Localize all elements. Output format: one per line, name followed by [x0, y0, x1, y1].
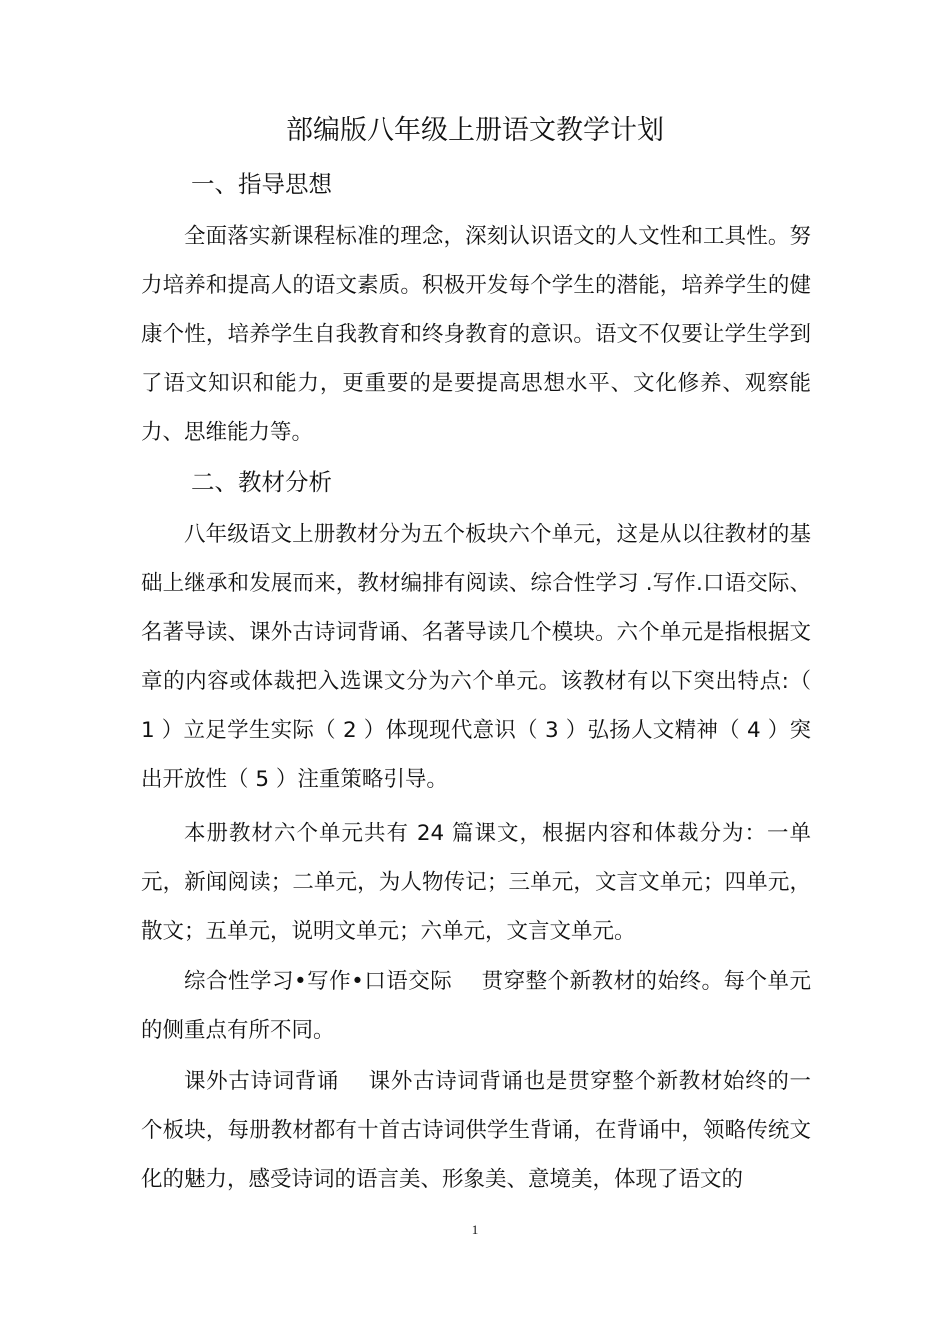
- paragraph-guiding-ideology: 全面落实新课程标准的理念，深刻认识语文的人文性和工具性。努力培养和提高人的语文素质。积极开发每个学生的潜能，培养学生的健康个性，培养学生自我教育和终身教育的意识。语文不仅要让学生学到了语文知识和能力，更重要的是要提高思想水平、文化修养、观察能力、思维能力等。: [141, 224, 811, 445]
- paragraph-textbook-overview: 八年级语文上册教材分为五个板块六个单元，这是从以往教材的基础上继承和发展而来，教材编排有阅读、综合性学习 .写作.口语交际、名著导读、课外古诗词背诵、名著导读几个模块。六个单元是指根据文章的内容或体裁把入选课文分为六个单元。该教材有以下突出特点:（ 1 ）立足学生实际（ 2 ）体现现代意识（ 3 ）弘扬人文精神（ 4 ）突出开放性（ 5 ）注重策略引导。: [141, 522, 811, 792]
- section-heading-textbook-analysis: 二、教材分析: [191, 468, 332, 496]
- paragraph-comprehensive-learning: 综合性学习•写作•口语交际 贯穿整个新教材的始终。每个单元的侧重点有所不同。: [141, 969, 811, 1043]
- paragraph-classical-poetry: 课外古诗词背诵 课外古诗词背诵也是贯穿整个新教材始终的一个板块，每册教材都有十首古诗词供学生背诵，在背诵中，领略传统文化的魅力，感受诗词的语言美、形象美、意境美，体现了语文的: [141, 1069, 811, 1192]
- section-heading-guiding-ideology: 一、指导思想: [191, 170, 332, 198]
- document-title: 部编版八年级上册语文教学计划: [286, 115, 664, 146]
- paragraph-unit-contents: 本册教材六个单元共有 24 篇课文，根据内容和体裁分为：一单元，新闻阅读；二单元，为人物传记；三单元，文言文单元；四单元，散文；五单元，说明文单元；六单元，文言文单元。: [141, 821, 811, 944]
- page-number: 1: [471, 1222, 479, 1237]
